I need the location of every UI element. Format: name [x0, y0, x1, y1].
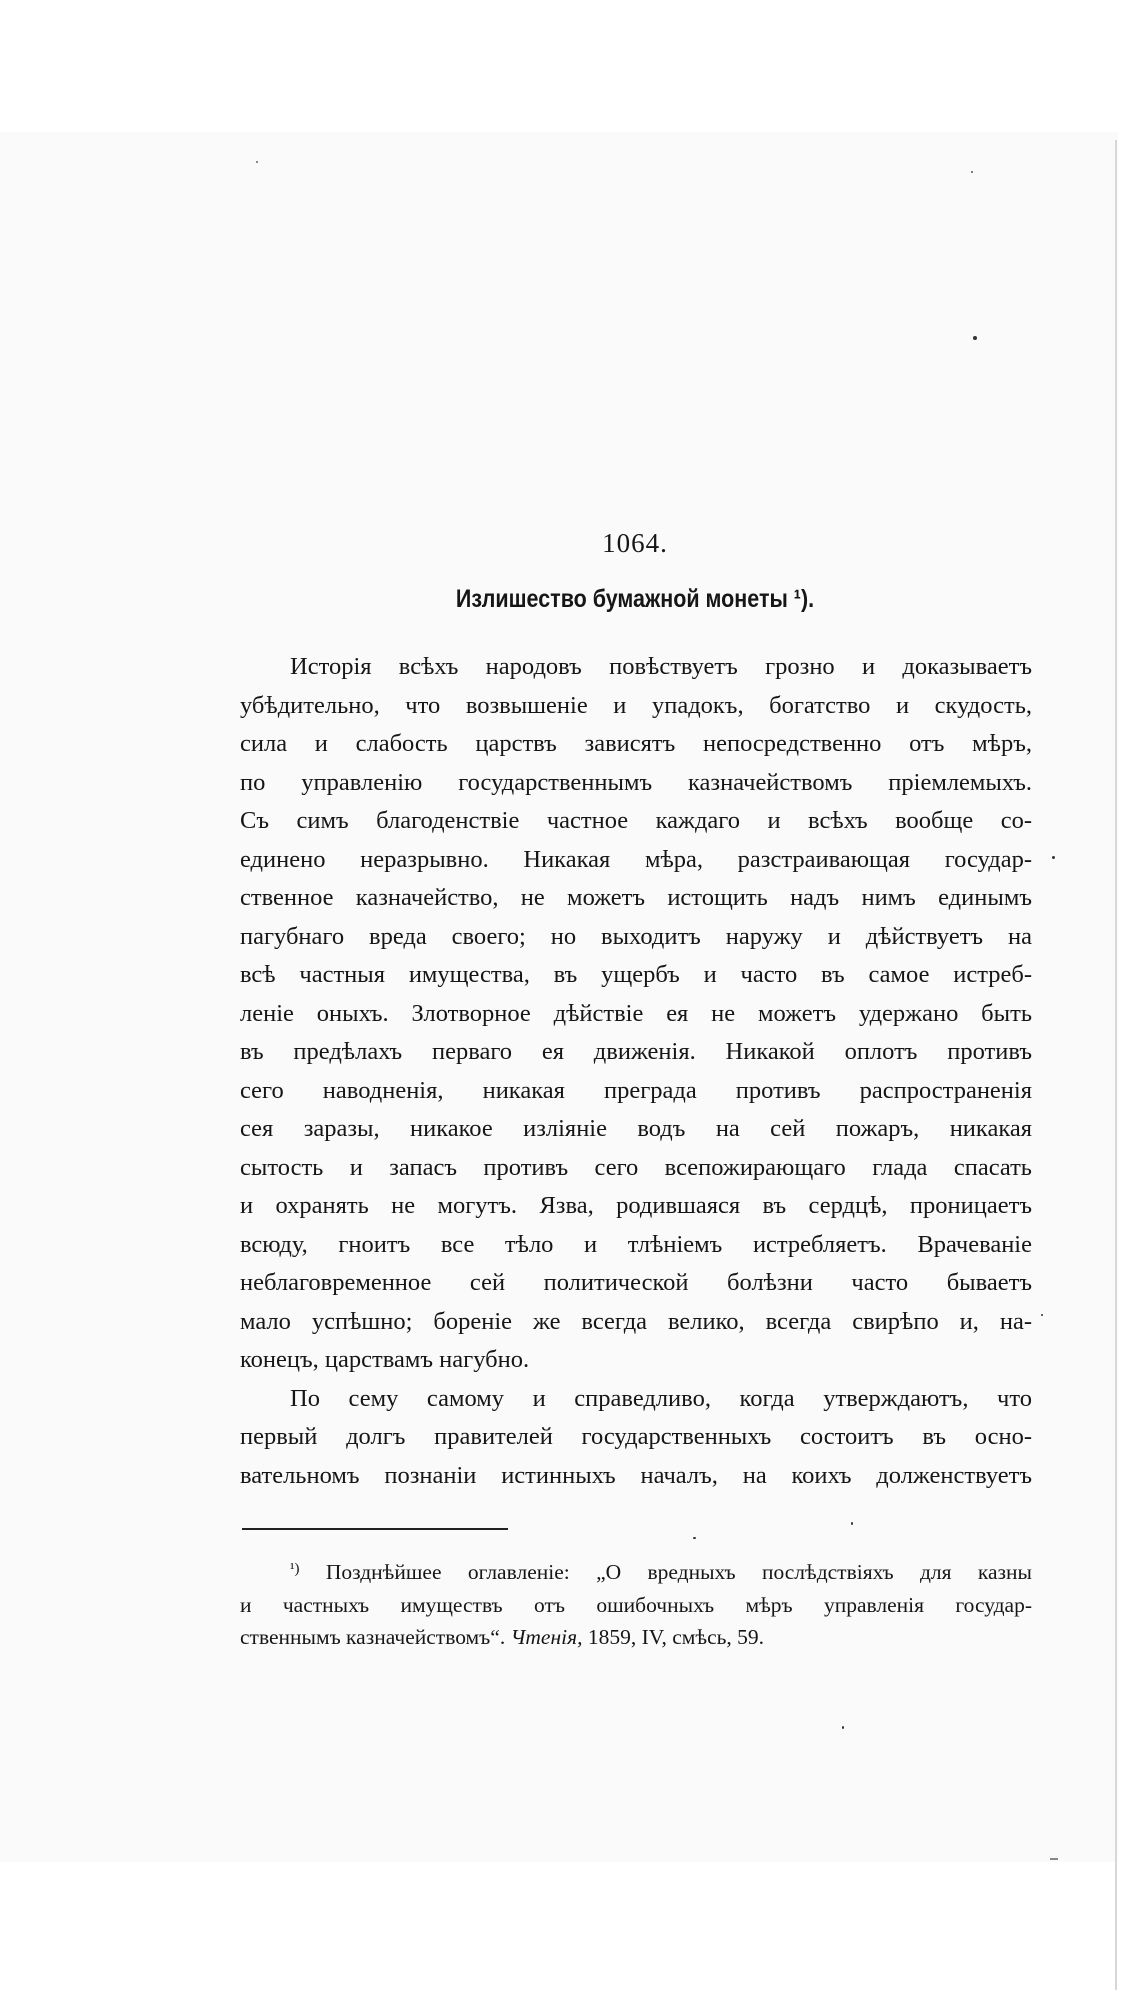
scan-speck [693, 1537, 696, 1539]
text-line: первый долгъ правителей государственныхъ состоитъ въ осно- [240, 1423, 1032, 1450]
article-title: Излишество бумажной монеты ¹). [455, 585, 815, 613]
text-line: сила и слабость царствъ зависятъ непосредственно отъ мѣръ, [240, 730, 1032, 757]
scan-speck [1041, 1314, 1043, 1316]
text-line: пагубнаго вреда своего; но выходитъ наружу и дѣйствуетъ на [240, 922, 1032, 950]
text-line: неблаговременное сей политической болѣзни часто бываетъ [240, 1269, 1032, 1296]
text-line: вательномъ познаніи истинныхъ началъ, на коихъ долженствуетъ [240, 1461, 1032, 1489]
footnote-line [240, 1621, 1032, 1654]
text-line: всѣ частныя имущества, въ ущербъ и часто въ самое истреб- [240, 961, 1032, 988]
footnote-source-title: Чтенія, [510, 1625, 583, 1649]
scan-speck [851, 1522, 853, 1525]
footnote-line: и частныхъ имуществъ отъ ошибочныхъ мѣръ управленія государ- [240, 1592, 1032, 1617]
text-line: всюду, гноитъ все тѣло и тлѣніемъ истребляетъ. Врачеваніе [240, 1230, 1032, 1258]
text-line: леніе оныхъ. Злотворное дѣйствіе ея не можетъ удержано быть [240, 999, 1032, 1027]
scan-speck [842, 1726, 844, 1729]
text-line: убѣдительно, что возвышеніе и упадокъ, богатство и скудость, [240, 691, 1032, 719]
scan-speck [256, 161, 258, 163]
footnote-line [240, 1553, 1032, 1589]
scan-speck [1050, 1858, 1058, 1860]
text-line: единено неразрывно. Никакая мѣра, разстраивающая государ- [240, 845, 1032, 873]
text-line: Исторія всѣхъ народовъ повѣствуетъ грозно и доказываетъ [290, 653, 1032, 680]
text-line: по управленію государственнымъ казначействомъ пріемлемыхъ. [240, 768, 1032, 796]
text-line: сытость и запасъ противъ сего всепожирающаго глада спасать [240, 1153, 1032, 1181]
body-text [240, 648, 1032, 1495]
footnote-separator [242, 1528, 508, 1530]
footnote-text: ственнымъ казначействомъ“. [240, 1625, 506, 1649]
scan-speck [1052, 856, 1055, 859]
text-line: сея заразы, никакое изліяніе водъ на сей пожаръ, никакая [240, 1115, 1032, 1142]
text-line: конецъ, царствамъ нагубно. [240, 1346, 530, 1373]
footnote-text: Позднѣйшее оглавленіе: „О вредныхъ послѣдствіяхъ для казны [325, 1560, 1033, 1584]
text-line: Съ симъ благоденствіе частное каждаго и всѣхъ вообще со- [240, 807, 1032, 834]
text-line: мало успѣшно; бореніе же всегда велико, всегда свирѣпо и, на- [240, 1307, 1032, 1335]
footnote-text: 1859, IV, смѣсь, 59. [587, 1625, 765, 1649]
text-line: сего наводненія, никакая преграда противъ распространенія [240, 1076, 1032, 1104]
footnote-marker: ¹) [290, 1561, 300, 1577]
text-line: въ предѣлахъ перваго ея движенія. Никакой оплотъ противъ [240, 1038, 1032, 1065]
footnote [240, 1553, 1032, 1654]
text-line: и охранять не могутъ. Язва, родившаяся въ сердцѣ, проницаетъ [240, 1192, 1032, 1219]
text-line: По сему самому и справедливо, когда утверждаютъ, что [290, 1384, 1032, 1412]
page-edge-line [1115, 140, 1117, 1990]
text-line: ственное казначейство, не можетъ истощить надъ нимъ единымъ [240, 884, 1032, 911]
page-number: 1064. [602, 528, 668, 558]
scan-speck [973, 336, 977, 340]
scan-speck [971, 171, 973, 173]
